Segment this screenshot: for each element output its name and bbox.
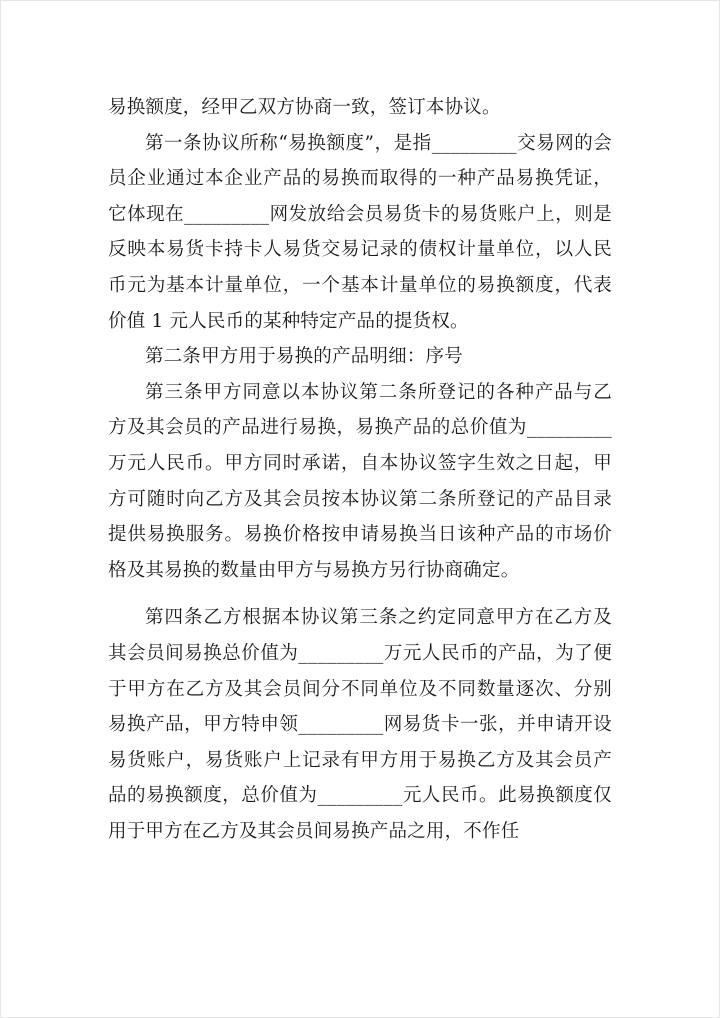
paragraph-intro-tail: 易换额度，经甲乙双方协商一致，签订本协议。 xyxy=(108,97,501,118)
document-body xyxy=(108,90,612,849)
paragraph-article-4: 第四条乙方根据本协议第三条之约定同意甲方在乙方及其会员间易换总价值为_________万元人民币的产品，为了便于甲方在乙方及其会员间分不同单位及不同数量逐次、分别易换产品，甲方特申领_________网易货卡一张，并申请开设易货账户，易货账户上记录有甲方用于易换乙方及其会员产品的易换额度，总价值为_________元人民币。此易换额度仅用于甲方在乙方及其会员间易换产品之用，不作任 xyxy=(108,607,612,842)
paragraph-article-3: 第三条甲方同意以本协议第二条所登记的各种产品与乙方及其会员的产品进行易换，易换产品的总价值为_________万元人民币。甲方同时承诺，自本协议签字生效之日起，甲方可随时向乙方及其会员按本协议第二条所登记的产品目录提供易换服务。易换价格按申请易换当日该种产品的市场价格及其易换的数量由甲方与易换方另行协商确定。 xyxy=(108,381,612,581)
paragraph-article-2: 第二条甲方用于易换的产品明细：序号 xyxy=(145,346,463,368)
paragraph-article-1: 第一条协议所称“易换额度”，是指_________交易网的会员企业通过本企业产品的易换而取得的一种产品易换凭证，它体现在_________网发放给会员易货卡的易货账户上，则是反映本易货卡持卡人易货交易记录的债权计量单位，以人民币元为基本计量单位，一个基本计量单位的易换额度，代表价值 1 元人民币的某种特定产品的提货权。 xyxy=(108,132,612,332)
